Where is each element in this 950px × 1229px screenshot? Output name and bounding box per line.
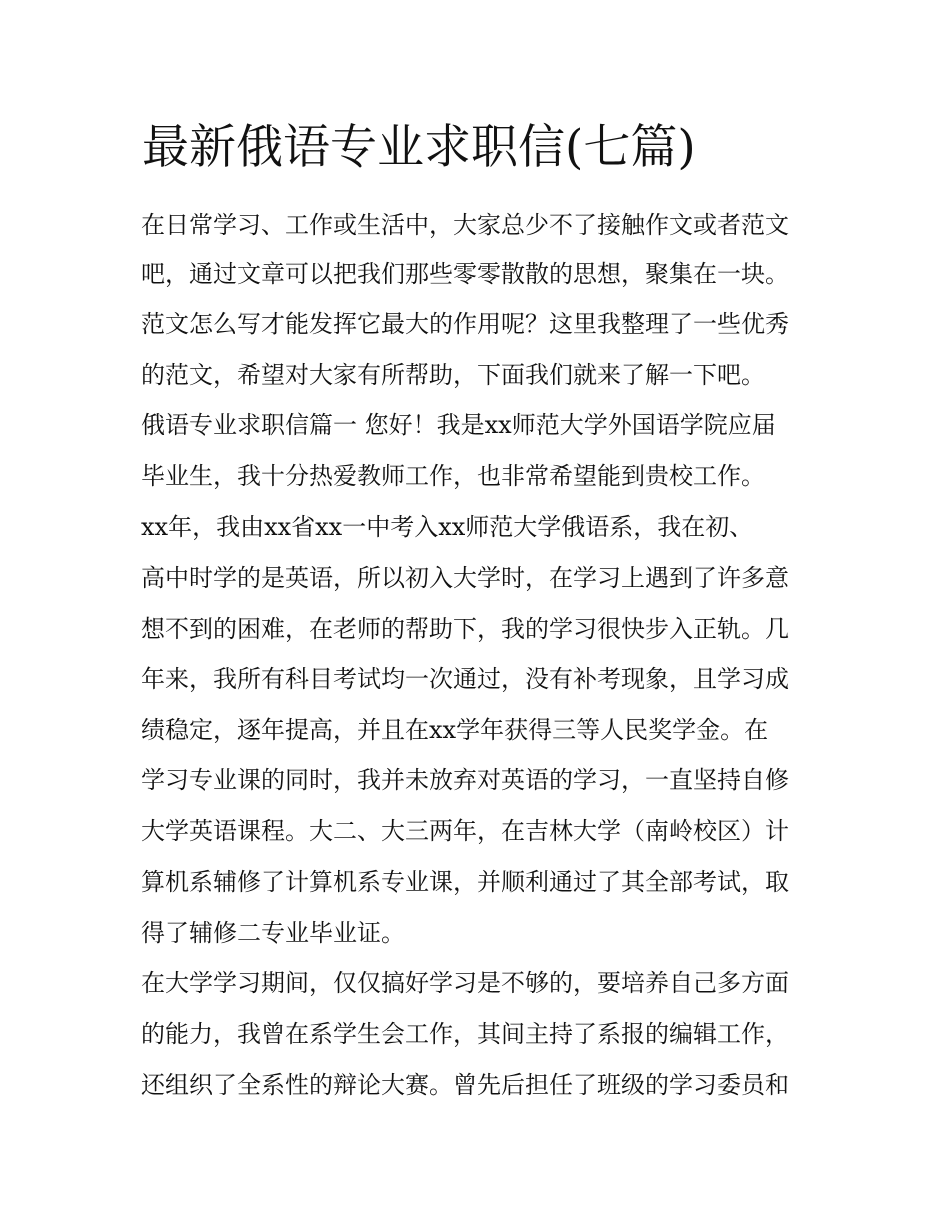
body-text-line: 毕业生，我十分热爱教师工作，也非常希望能到贵校工作。 bbox=[141, 462, 765, 490]
document-title: 最新俄语专业求职信(七篇) bbox=[142, 120, 696, 175]
body-text-line: 大学英语课程。大二、大三两年，在吉林大学（南岭校区）计 bbox=[141, 817, 789, 845]
body-text-line: 想不到的困难，在老师的帮助下，我的学习很快步入正轨。几 bbox=[141, 615, 789, 643]
body-text-line: 在大学学习期间，仅仅搞好学习是不够的，要培养自己多方面 bbox=[141, 969, 789, 997]
body-text-line: 还组织了全系性的辩论大赛。曾先后担任了班级的学习委员和 bbox=[141, 1071, 789, 1099]
body-text-line: 年来，我所有科目考试均一次通过，没有补考现象，且学习成 bbox=[141, 665, 789, 693]
body-text-line: xx年，我由xx省xx一中考入xx师范大学俄语系，我在初、 bbox=[141, 513, 754, 541]
body-text-line: 算机系辅修了计算机系专业课，并顺利通过了其全部考试，取 bbox=[141, 868, 789, 896]
body-text-line: 范文怎么写才能发挥它最大的作用呢？这里我整理了一些优秀 bbox=[141, 310, 789, 338]
body-text-line: 得了辅修二专业毕业证。 bbox=[141, 919, 405, 947]
body-text-line: 的能力，我曾在系学生会工作，其间主持了系报的编辑工作， bbox=[141, 1020, 789, 1048]
body-text-line: 学习专业课的同时，我并未放弃对英语的学习，一直坚持自修 bbox=[141, 766, 789, 794]
body-text-line: 俄语专业求职信篇一 您好！我是xx师范大学外国语学院应届 bbox=[141, 411, 776, 439]
body-text-line: 的范文，希望对大家有所帮助，下面我们就来了解一下吧。 bbox=[141, 361, 765, 389]
body-text-line: 吧，通过文章可以把我们那些零零散散的思想，聚集在一块。 bbox=[141, 260, 789, 288]
body-text-line: 在日常学习、工作或生活中，大家总少不了接触作文或者范文 bbox=[141, 211, 789, 239]
body-text-line: 绩稳定，逐年提高，并且在xx学年获得三等人民奖学金。在 bbox=[141, 716, 769, 744]
body-text-line: 高中时学的是英语，所以初入大学时，在学习上遇到了许多意 bbox=[141, 564, 789, 592]
